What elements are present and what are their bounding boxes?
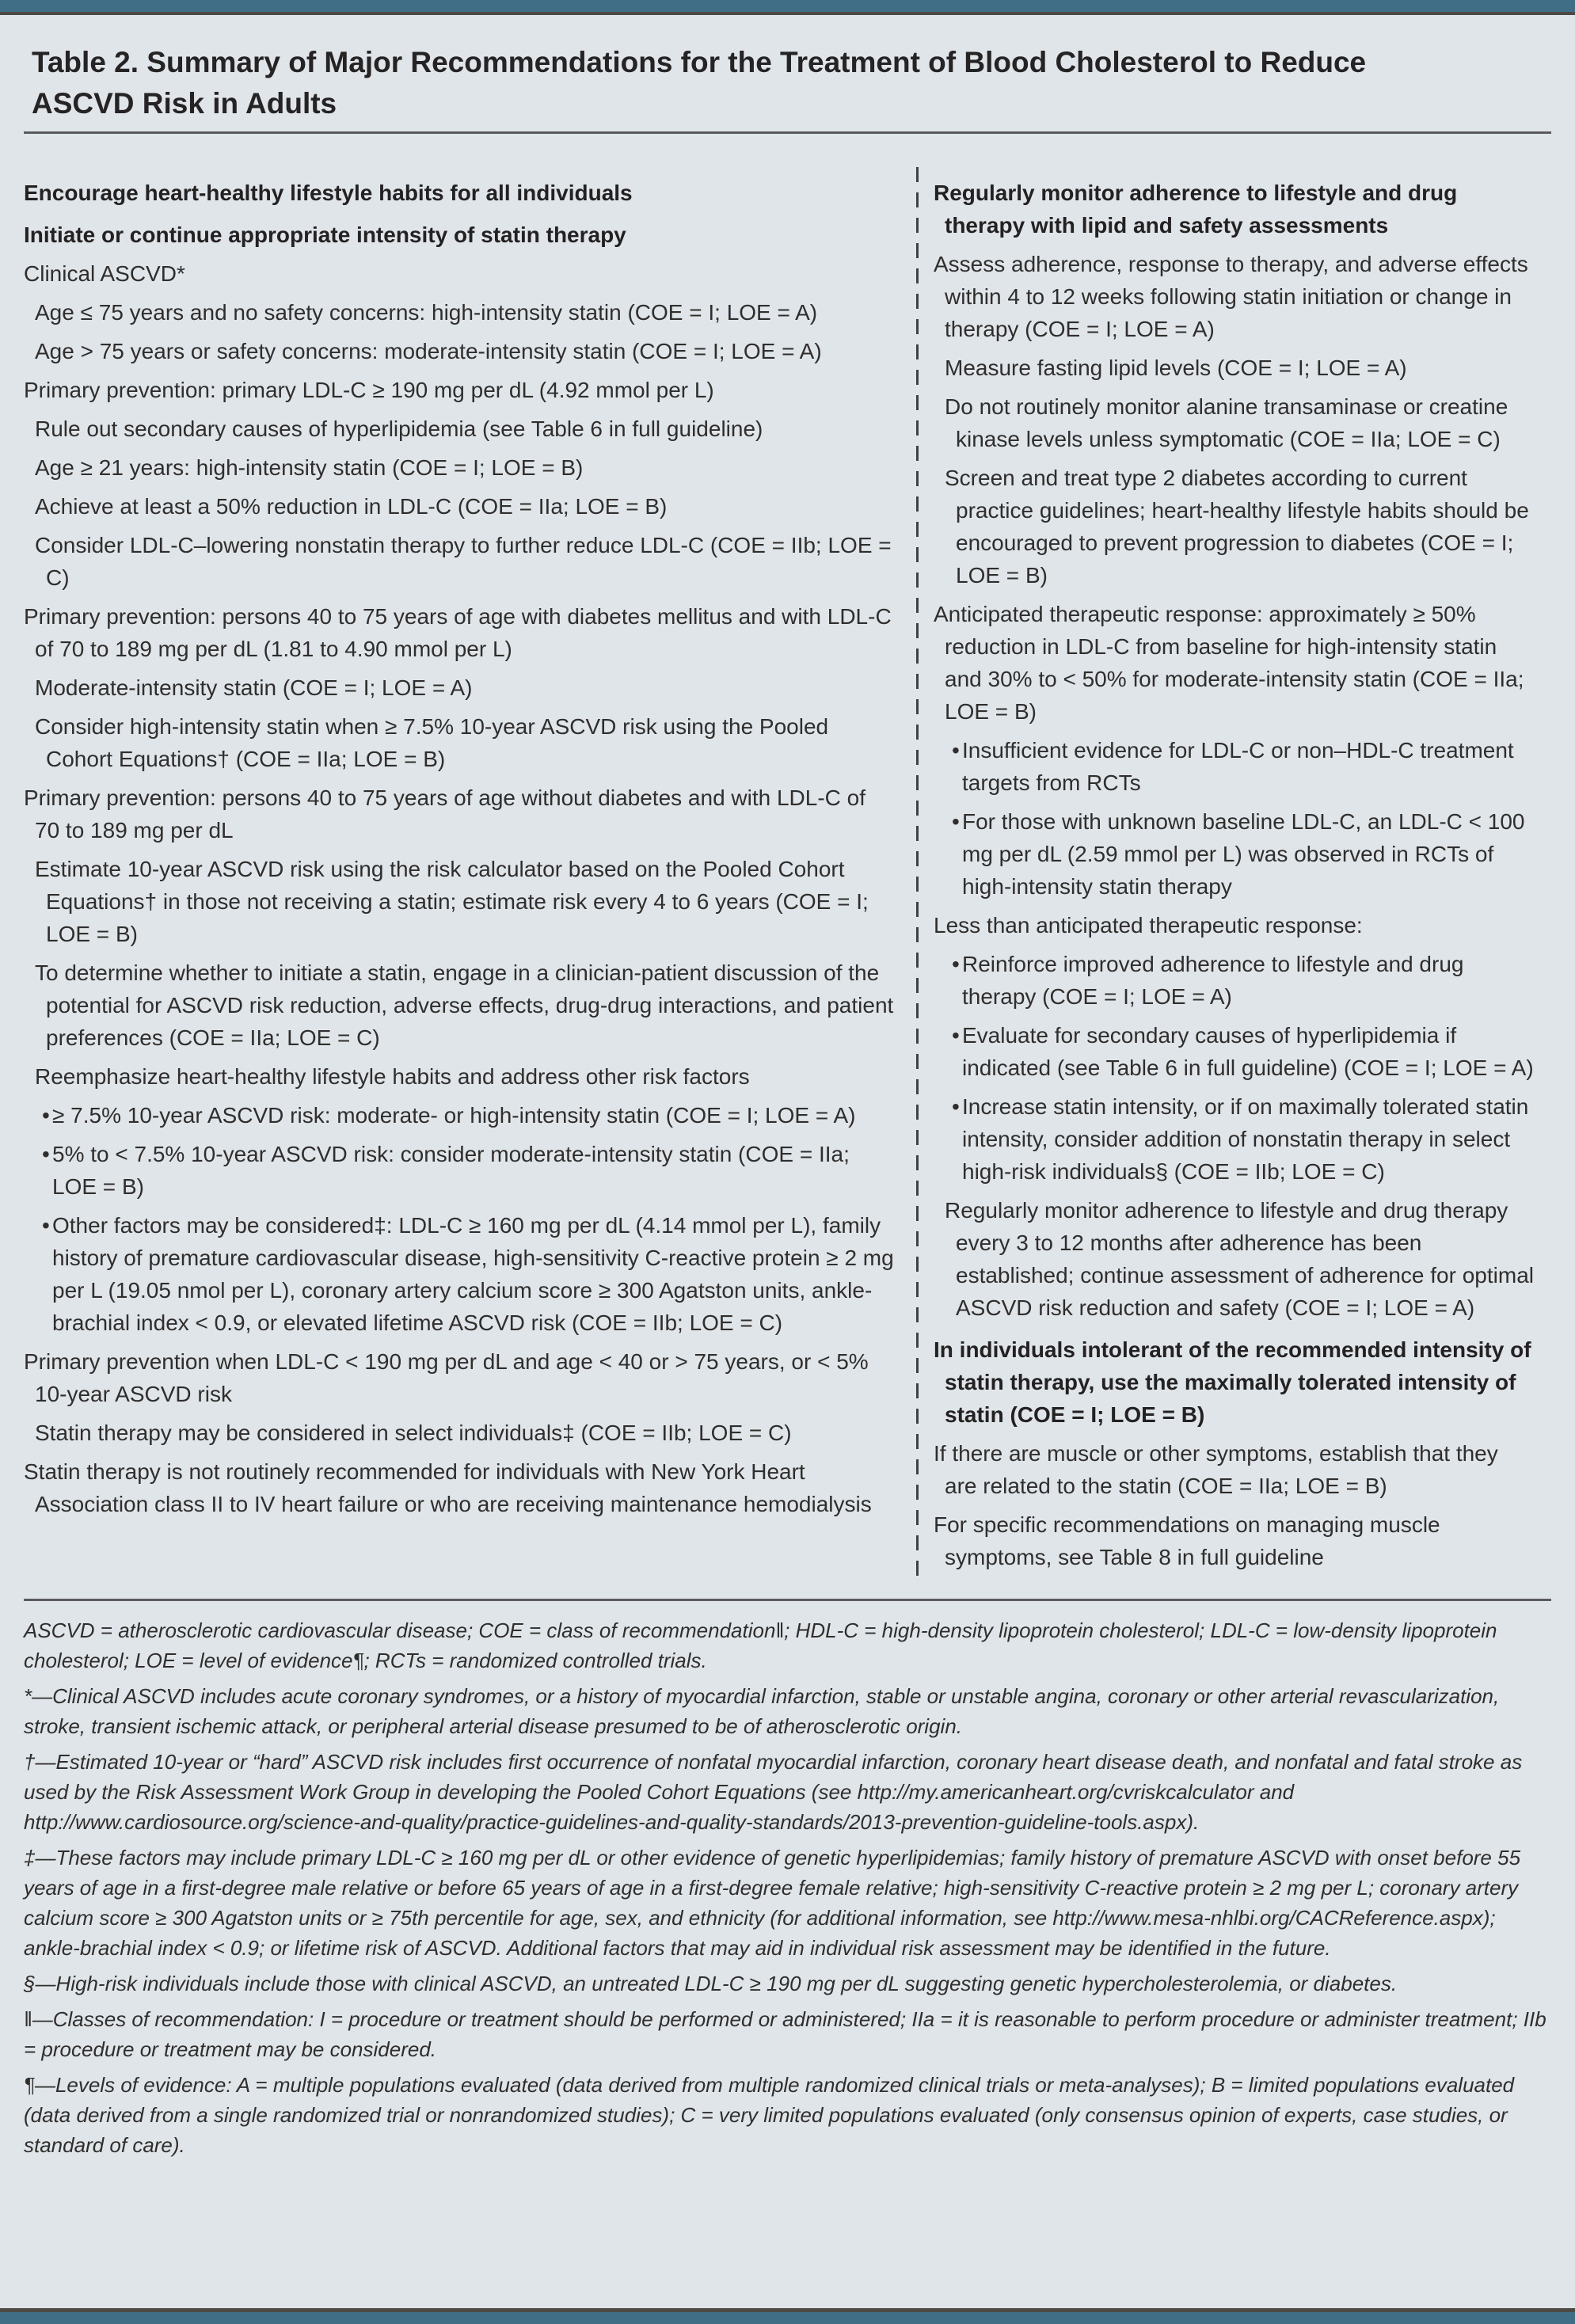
item-text: If there are muscle or other symptoms, establish that they are related to the statin (COE = IIa; LOE = B) (934, 1441, 1498, 1498)
item-text: Initiate or continue appropriate intensity of statin therapy (24, 223, 626, 247)
list-item (24, 1455, 895, 1520)
footnote (24, 1747, 1551, 1837)
list-item (24, 1060, 895, 1093)
list-item (24, 1209, 895, 1339)
list-item (24, 1138, 895, 1203)
list-item (934, 948, 1535, 1013)
footnote (24, 1615, 1551, 1675)
list-item (934, 734, 1535, 799)
list-item (24, 413, 895, 445)
item-text: Other factors may be considered‡: LDL-C ≥ 160 mg per dL (4.14 mmol per L), family history of premature cardiovascular disease, high-sensitivity C-reactive protein ≥ 2 mg per L (19.05 nmol per L), coronary artery calcium score ≥ 300 Agatston units, ankle-brachial index < 0.9, or elevated lifetime ASCVD risk (COE = IIb; LOE = C) (52, 1213, 894, 1335)
list-item (24, 1345, 895, 1410)
item-text: Increase statin intensity, or if on maximally tolerated statin intensity, consider addition of nonstatin therapy in select high-risk individuals§ (COE = IIb; LOE = C) (962, 1094, 1529, 1184)
list-item (24, 374, 895, 406)
bullet-icon: • (42, 1142, 50, 1166)
footnotes-section (24, 1601, 1551, 2160)
item-text: For specific recommendations on managing muscle symptoms, see Table 8 in full guideline (934, 1512, 1440, 1569)
list-item (934, 1090, 1535, 1188)
list-item (24, 853, 895, 950)
item-text: Primary prevention when LDL-C < 190 mg per dL and age < 40 or > 75 years, or < 5% 10-year ASCVD risk (24, 1349, 869, 1406)
footnote-text: ‡—These factors may include primary LDL-C ≥ 160 mg per dL or other evidence of genetic hyperlipidemias; family history of premature ASCVD with onset before 55 years of age in a first-degree male relative or before 65 years of age in a first-degree female relative; high-sensitivity C-reactive protein ≥ 2 mg per L; coronary artery calcium score ≥ 300 Agatston units or ≥ 75th percentile for age, sex, and ethnicity (for additional information, see http://www.mesa-nhlbi.org/CACReference.aspx); ankle-brachial index < 0.9; or lifetime risk of ASCVD. Additional factors that may aid in individual risk assessment may be identified in the future. (24, 1846, 1521, 1960)
item-text: Measure fasting lipid levels (COE = I; LOE = A) (945, 356, 1407, 380)
item-text: Regularly monitor adherence to lifestyle and drug therapy every 3 to 12 months after adherence has been established; continue assessment of adherence for optimal ASCVD risk reduction and safety (COE = I; LOE = A) (945, 1198, 1534, 1320)
list-item (934, 1437, 1535, 1502)
item-text: Primary prevention: persons 40 to 75 years of age with diabetes mellitus and with LDL-C of 70 to 189 mg per dL (1.81 to 4.90 mmol per L) (24, 604, 892, 661)
list-item (24, 710, 895, 775)
item-text: For those with unknown baseline LDL-C, an LDL-C < 100 mg per dL (2.59 mmol per L) was observed in RCTs of high-intensity statin therapy (962, 809, 1525, 899)
item-text: 5% to < 7.5% 10-year ASCVD risk: consider moderate-intensity statin (COE = IIa; LOE = B) (52, 1142, 850, 1199)
item-text: Reinforce improved adherence to lifestyle and drug therapy (COE = I; LOE = A) (962, 952, 1464, 1009)
list-item (934, 1019, 1535, 1084)
item-text: Regularly monitor adherence to lifestyle and drug therapy with lipid and safety assessments (934, 181, 1458, 238)
bullet-icon: • (952, 1094, 960, 1119)
list-item (934, 598, 1535, 728)
bullet-icon: • (952, 809, 960, 834)
item-text: Consider LDL-C–lowering nonstatin therapy to further reduce LDL-C (COE = IIb; LOE = C) (35, 533, 892, 590)
list-item (24, 219, 895, 251)
list-item (24, 257, 895, 290)
item-text: Encourage heart-healthy lifestyle habits for all individuals (24, 181, 633, 205)
item-text: Statin therapy may be considered in select individuals‡ (COE = IIb; LOE = C) (35, 1421, 792, 1445)
list-item (24, 1099, 895, 1132)
table-title: Table 2. Summary of Major Recommendations for the Treatment of Blood Cholesterol to Reduce ASCVD Risk in Adults (32, 46, 1367, 120)
bullet-icon: • (952, 1023, 960, 1048)
list-item (24, 296, 895, 329)
list-item (24, 490, 895, 523)
item-text: Less than anticipated therapeutic response: (934, 913, 1363, 938)
item-text: Moderate-intensity statin (COE = I; LOE = A) (35, 675, 473, 700)
item-text: To determine whether to initiate a statin, engage in a clinician-patient discussion of the potential for ASCVD risk reduction, adverse effects, drug-drug interactions, and patient preferences (COE = IIa; LOE = C) (35, 960, 894, 1050)
list-item (24, 177, 895, 209)
item-text: Estimate 10-year ASCVD risk using the risk calculator based on the Pooled Cohort Equations† in those not receiving a statin; estimate risk every 4 to 6 years (COE = I; LOE = B) (35, 857, 869, 946)
list-item (24, 782, 895, 846)
footnote (24, 1843, 1551, 1963)
list-item (24, 335, 895, 367)
list-item (934, 462, 1535, 591)
footnote-text: §—High-risk individuals include those with clinical ASCVD, an untreated LDL-C ≥ 190 mg per dL suggesting genetic hypercholesterolemia, or diabetes. (24, 1972, 1398, 1995)
item-text: Screen and treat type 2 diabetes according to current practice guidelines; heart-healthy lifestyle habits should be encouraged to prevent progression to diabetes (COE = I; LOE = B) (945, 466, 1529, 588)
item-text: Clinical ASCVD* (24, 261, 185, 286)
list-item (24, 1417, 895, 1449)
footnote-text: ¶—Levels of evidence: A = multiple populations evaluated (data derived from multiple randomized clinical trials or meta-analyses); B = limited populations evaluated (data derived from a single randomized trial or nonrandomized studies); C = very limited populations evaluated (only consensus opinion of experts, case studies, or standard of care). (24, 2073, 1515, 2157)
list-item (934, 1508, 1535, 1573)
list-item (934, 177, 1535, 242)
list-item (934, 1194, 1535, 1324)
left-column (24, 167, 895, 1580)
item-text: Primary prevention: primary LDL-C ≥ 190 mg per dL (4.92 mmol per L) (24, 378, 714, 402)
bullet-icon: • (42, 1213, 50, 1238)
item-text: Age ≤ 75 years and no safety concerns: high-intensity statin (COE = I; LOE = A) (35, 300, 818, 325)
item-text: Do not routinely monitor alanine transaminase or creatine kinase levels unless symptomatic (COE = IIa; LOE = C) (945, 394, 1508, 451)
footnote-text: ASCVD = atherosclerotic cardiovascular disease; COE = class of recommendation‖; HDL-C = high-density lipoprotein cholesterol; LDL-C = low-density lipoprotein cholesterol; LOE = level of evidence¶; RCTs = randomized controlled trials. (24, 1618, 1497, 1672)
item-text: Insufficient evidence for LDL-C or non–HDL-C treatment targets from RCTs (962, 738, 1514, 795)
footnote (24, 2070, 1551, 2160)
list-item (24, 957, 895, 1054)
footnote-text: *—Clinical ASCVD includes acute coronary syndromes, or a history of myocardial infarction, stable or unstable angina, coronary or other arterial revascularization, stroke, transient ischemic attack, or peripheral arterial disease presumed to be of atherosclerotic origin. (24, 1684, 1500, 1738)
right-column (934, 167, 1535, 1580)
item-text: ≥ 7.5% 10-year ASCVD risk: moderate- or high-intensity statin (COE = I; LOE = A) (52, 1103, 856, 1128)
item-text: Consider high-intensity statin when ≥ 7.5% 10-year ASCVD risk using the Pooled Cohort Equations† (COE = IIa; LOE = B) (35, 714, 829, 771)
item-text: Evaluate for secondary causes of hyperlipidemia if indicated (see Table 6 in full guideline) (COE = I; LOE = A) (962, 1023, 1534, 1080)
list-item (934, 1333, 1535, 1431)
item-text: Rule out secondary causes of hyperlipidemia (see Table 6 in full guideline) (35, 416, 763, 441)
footnote (24, 1968, 1551, 1999)
list-item (24, 529, 895, 594)
column-divider (916, 167, 919, 1580)
item-text: Assess adherence, response to therapy, and adverse effects within 4 to 12 weeks following statin initiation or change in therapy (COE = I; LOE = A) (934, 252, 1528, 341)
bottom-accent-bar (0, 2312, 1575, 2324)
item-text: Age > 75 years or safety concerns: moderate-intensity statin (COE = I; LOE = A) (35, 339, 822, 363)
item-text: Reemphasize heart-healthy lifestyle habits and address other risk factors (35, 1064, 750, 1089)
bullet-icon: • (952, 952, 960, 976)
list-item (24, 671, 895, 704)
item-text: Primary prevention: persons 40 to 75 years of age without diabetes and with LDL-C of 70 to 189 mg per dL (24, 785, 866, 842)
list-item (934, 805, 1535, 903)
footnote-text: ‖—Classes of recommendation: I = procedure or treatment should be performed or administered; IIa = it is reasonable to perform procedure or administer treatment; IIb = procedure or treatment may be considered. (24, 2007, 1546, 2061)
list-item (934, 248, 1535, 345)
item-text: In individuals intolerant of the recommended intensity of statin therapy, use the maximally tolerated intensity of statin (COE = I; LOE = B) (934, 1337, 1531, 1427)
bullet-icon: • (952, 738, 960, 763)
list-item (934, 909, 1535, 941)
recommendations-columns (24, 167, 1551, 1580)
item-text: Achieve at least a 50% reduction in LDL-C (COE = IIa; LOE = B) (35, 494, 668, 519)
footnote-text: †—Estimated 10-year or “hard” ASCVD risk includes first occurrence of nonfatal myocardial infarction, coronary heart disease death, and nonfatal and fatal stroke as used by the Risk Assessment Work Group in developing the Pooled Cohort Equations (see http://my.americanheart.org/cvriskcalculator and http://www.cardiosource.org/science-and-quality/practice-guidelines-and-quality-standards/2013-prevention-guideline-tools.aspx). (24, 1750, 1523, 1834)
title-rule (24, 131, 1551, 134)
item-text: Statin therapy is not routinely recommended for individuals with New York Heart Association class II to IV heart failure or who are receiving maintenance hemodialysis (24, 1459, 872, 1516)
list-item (24, 451, 895, 484)
footnote (24, 2004, 1551, 2064)
list-item (24, 600, 895, 665)
list-item (934, 390, 1535, 455)
item-text: Age ≥ 21 years: high-intensity statin (COE = I; LOE = B) (35, 455, 584, 480)
list-item (934, 352, 1535, 384)
item-text: Anticipated therapeutic response: approximately ≥ 50% reduction in LDL-C from baseline for high-intensity statin and 30% to < 50% for moderate-intensity statin (COE = IIa; LOE = B) (934, 602, 1524, 724)
footnote (24, 1681, 1551, 1741)
bullet-icon: • (42, 1103, 50, 1128)
